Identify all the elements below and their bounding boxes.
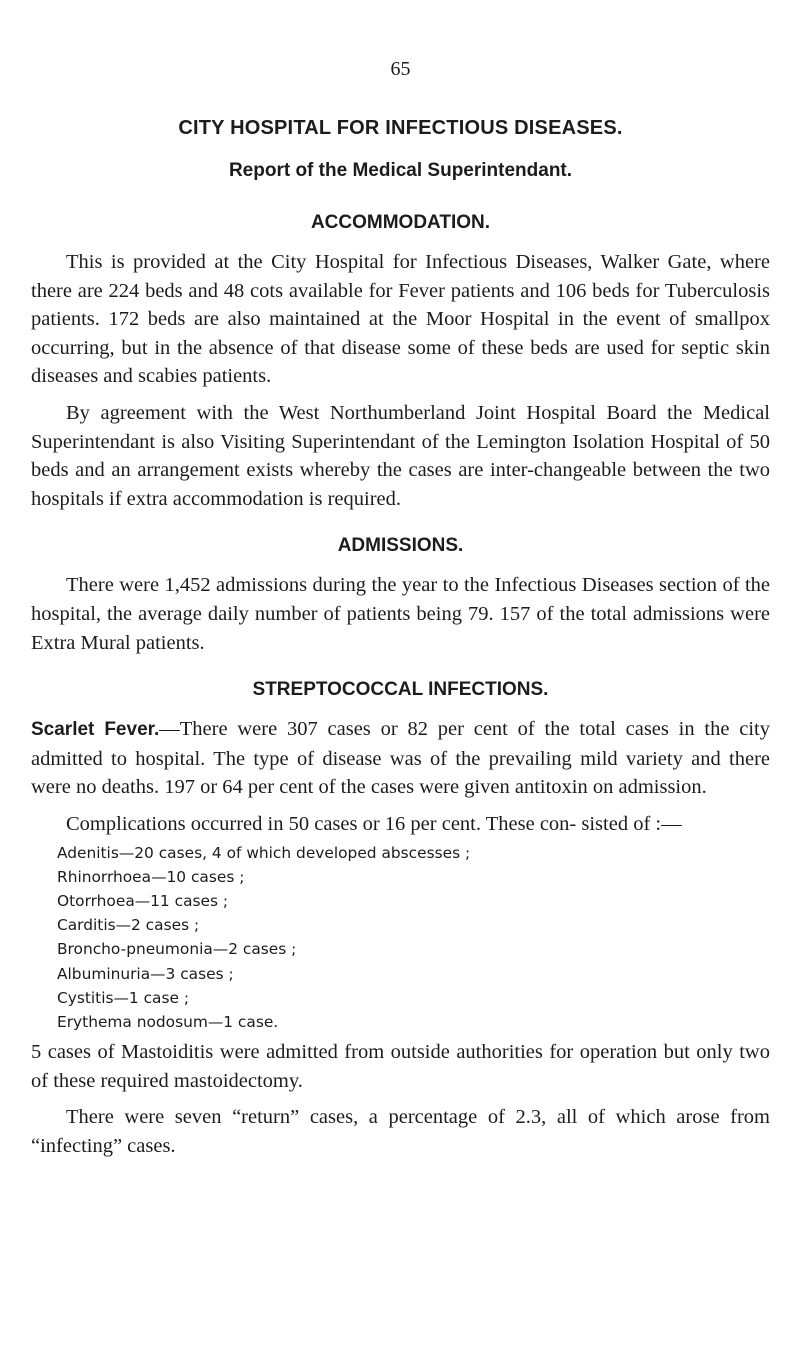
paragraph-admissions-1: There were 1,452 admissions during the year to the Infectious Diseases section of the hospital, the average daily number of patients being 79. 157 of the total admissions were Extra Mural patients. [31,574,770,654]
scarlet-fever-text: —There were 307 cases or 82 per cent of the total cases in the city admitted to hospital. The type of disease was of the prevailing mild variety and there were no deaths. 197 or 64 per cent of the cases were given antitoxin on admission. [31,718,770,799]
heading-accommodation: ACCOMMODATION. [310,212,491,233]
list-item: Albuminuria—3 cases ; [57,964,234,983]
list-item: Rhinorrhoea—10 cases ; [57,867,245,886]
document-subtitle: Report of the Medical Superintendant. [228,160,573,181]
paragraph-accommodation-2: By agreement with the West Northumberland Joint Hospital Board the Medical Superintendant is also Visiting Superintendant of the Lemington Isolation Hospital of 50 beds and an arrangement exists whereby the cases are inter-changeable between the two hospitals if extra accommodation is required. [31,401,770,510]
list-item: Otorrhoea—11 cases ; [57,891,229,910]
list-item: Adenitis—20 cases, 4 of which developed abscesses ; [57,843,471,862]
paragraph-scarlet-fever [31,715,770,802]
list-item: Carditis—2 cases ; [57,916,200,935]
paragraph-mastoiditis: 5 cases of Mastoiditis were admitted from outside authorities for operation but only two of these required mastoidectomy. [31,1041,770,1092]
paragraph-complications: Complications occurred in 50 cases or 16 per cent. These con- sisted of :— [66,812,682,835]
complications-list [31,841,770,1035]
list-item: Broncho-pneumonia—2 cases ; [57,940,297,959]
heading-admissions: ADMISSIONS. [337,535,464,557]
list-item: Erythema nodosum—1 case. [57,1012,279,1031]
list-item: Cystitis—1 case ; [57,988,190,1007]
scarlet-fever-lead: Scarlet Fever. [31,719,160,741]
page-number: 65 [390,58,411,80]
paragraph-return-cases: There were seven “return” cases, a percentage of 2.3, all of which arose from “infecting” cases. [31,1106,770,1157]
heading-streptococcal: STREPTOCOCCAL INFECTIONS. [252,679,549,701]
document-title: CITY HOSPITAL FOR INFECTIOUS DISEASES. [178,117,623,139]
paragraph-accommodation-1: This is provided at the City Hospital for Infectious Diseases, Walker Gate, where there are 224 beds and 48 cots available for Fever patients and 106 beds for Tuberculosis patients. 172 beds are also maintained at the Moor Hospital in the event of smallpox occurring, but in the absence of that disease some of these beds are used for septic skin diseases and scabies patients. [31,251,770,388]
